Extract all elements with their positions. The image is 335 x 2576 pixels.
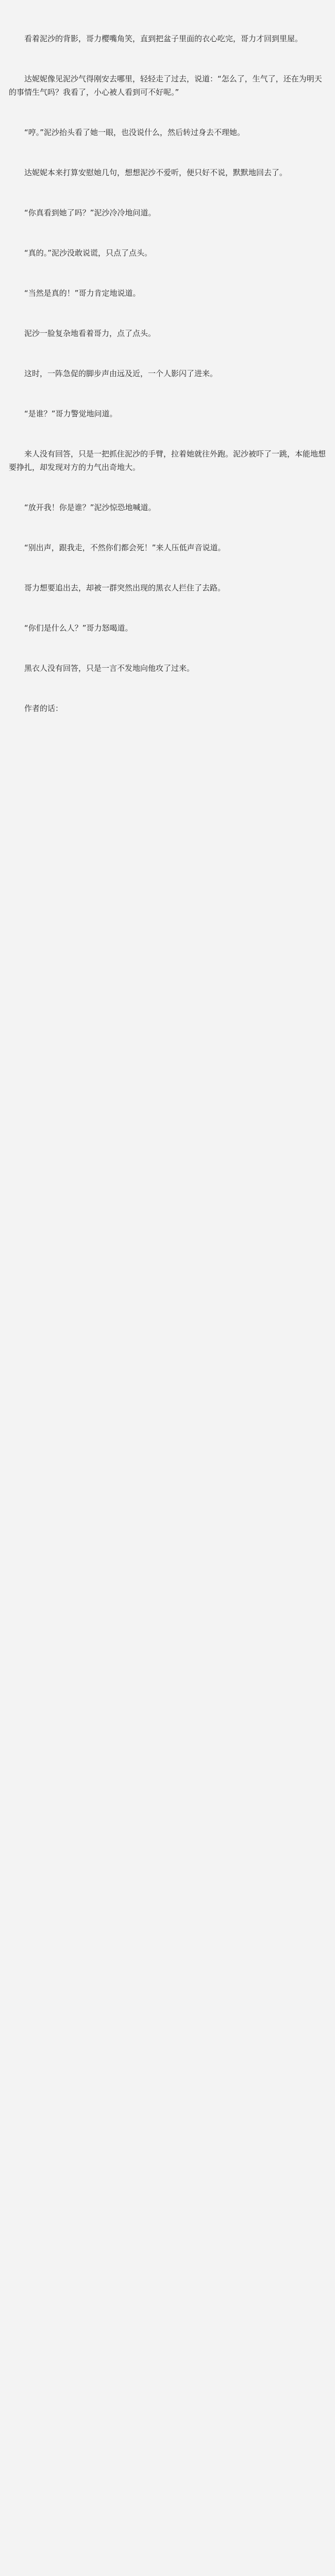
article-paragraph: “是谁？”哥力警觉地问道。: [9, 409, 118, 418]
article-paragraph: 达妮妮像见泥沙气得刚安去哪里，轻轻走了过去，说道：“怎么了，生气了，还在为明天的事情生气吗？我看了，小心被人看到可不好呢。”: [9, 74, 322, 97]
article-paragraph: 哥力想要追出去，却被一群突然出现的黑衣人拦住了去路。: [9, 583, 226, 592]
article-paragraph: 黑衣人没有回答，只是一言不发地向他攻了过来。: [9, 664, 195, 673]
article-body: [9, 5, 326, 2576]
article-paragraph: 来人没有回答，只是一把抓住泥沙的手臂，拉着她就往外跑。泥沙被吓了一跳，本能地想要挣扎，却发现对方的力气出奇地大。: [9, 449, 326, 472]
article-paragraph: “你真看到她了吗？”泥沙冷冷地问道。: [9, 208, 156, 217]
article-paragraph: “别出声，跟我走，不然你们都会死！”来人压低声音说道。: [9, 543, 226, 552]
article-paragraph: 泥沙一脸复杂地看着哥力，点了点头。: [9, 329, 156, 338]
article-paragraph: “哼。”泥沙抬头看了她一眼，也没说什么，然后转过身去不理她。: [9, 128, 245, 137]
article-paragraph: 达妮妮本来打算安慰她几句，想想泥沙不爱听，便只好不说，默默地回去了。: [9, 168, 288, 177]
article-paragraph: “当然是真的！”哥力肯定地说道。: [9, 289, 141, 298]
article-paragraph: 这时，一阵急促的脚步声由远及近，一个人影闪了进来。: [9, 369, 218, 378]
article-paragraph: 看着泥沙的背影，哥力樱嘴角笑，直到把盆子里面的衣心吃完，哥力才回到里屋。: [9, 34, 303, 43]
article-paragraph: “放开我！你是谁？”泥沙惊恐地喊道。: [9, 503, 156, 512]
article-paragraph: “你们是什么人？”哥力怒喝道。: [9, 623, 133, 633]
author-note-label: 作者的话：: [9, 704, 63, 713]
article-paragraph: “真的。”泥沙没敢说谎，只点了点头。: [9, 248, 153, 258]
